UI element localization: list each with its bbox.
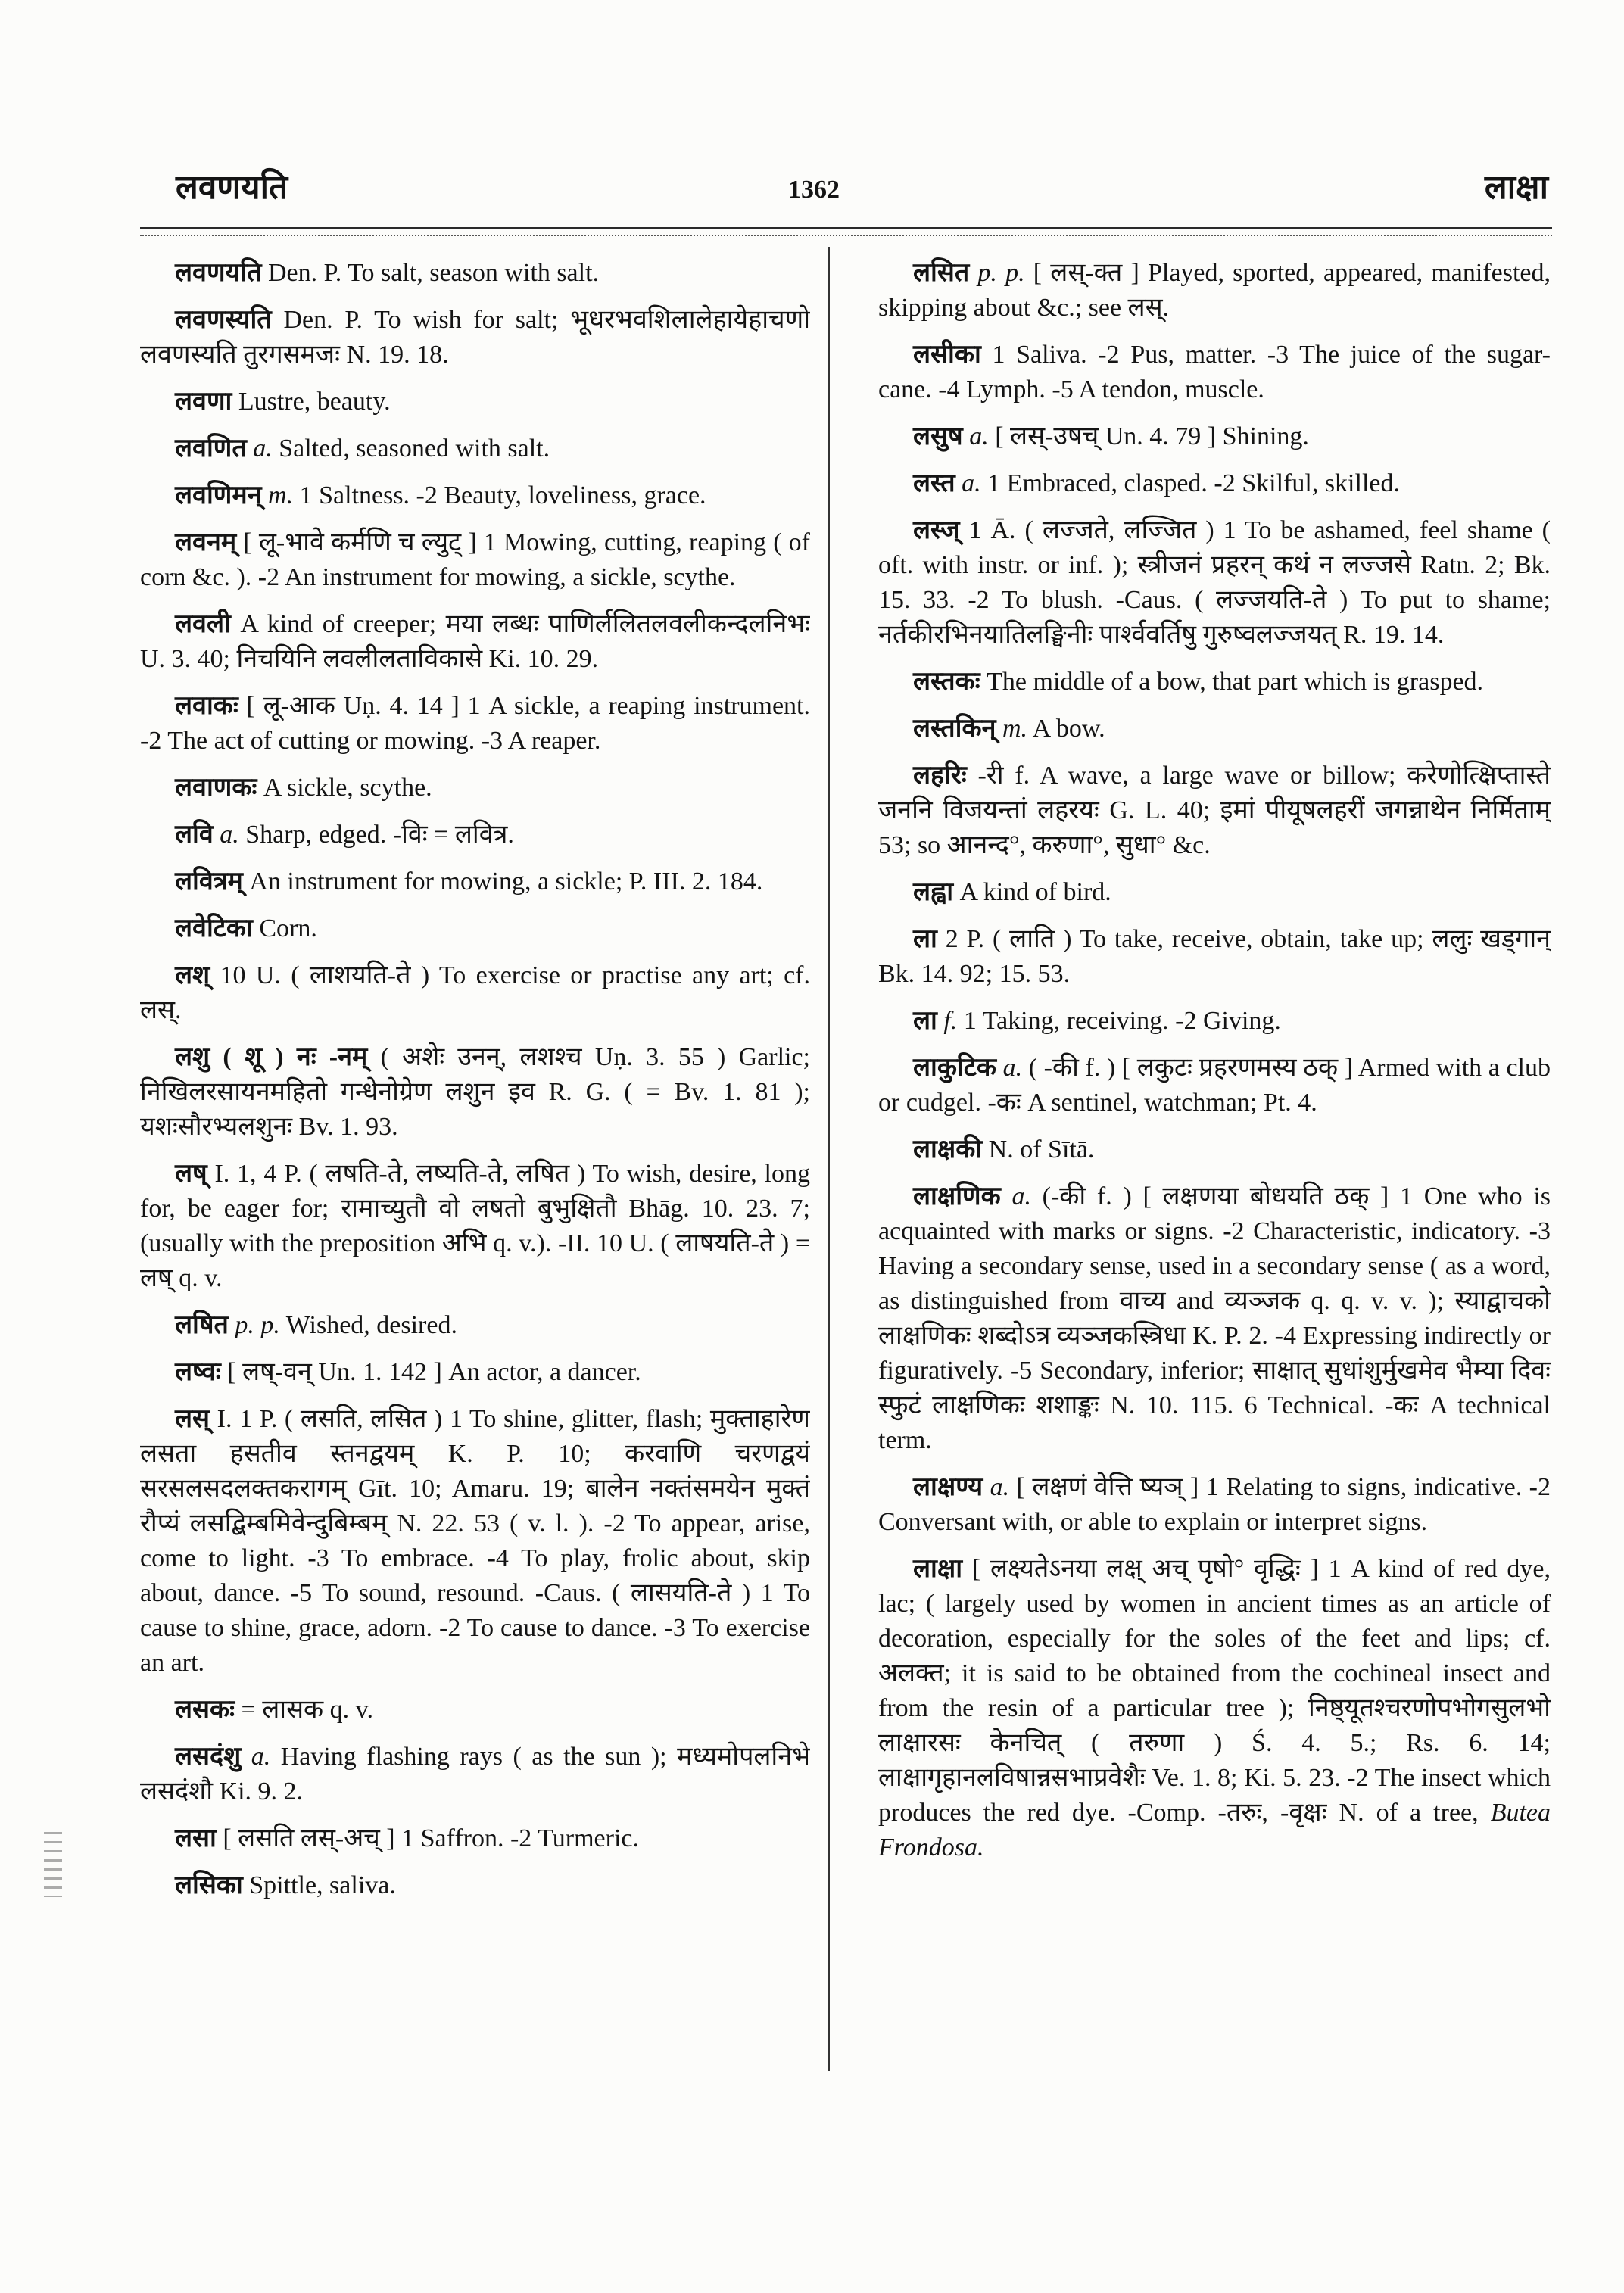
definition: [ लू-आक Uṇ. 4. 14 ] 1 A sickle, a reaping instrument. -2 The act of cutting or mowing. -3 A reaper. xyxy=(140,692,810,755)
grammar-tag: a. xyxy=(220,821,239,849)
grammar-tag: a. xyxy=(990,1473,1010,1501)
headword: लवेटिका xyxy=(175,914,253,942)
right-guide-word: लाक्षा xyxy=(1484,169,1548,206)
definition: I. 1, 4 P. ( लषति-ते, लष्यति-ते, लषित ) To wish, desire, long for, be eager for; रामाच्युतौ वो लषतो बुभुक्षितौ Bhāg. 10. 23. 7;(usually with the preposition अभि q. v.). -II. 10 U. ( लाषयति-ते ) = लष् q. v. xyxy=(140,1160,810,1292)
headword: लाक्षा xyxy=(913,1555,963,1583)
headword: लाक्षण्य xyxy=(913,1473,983,1501)
headword: लष् xyxy=(175,1160,207,1188)
headword: लशु ( शू ) नः -नम् xyxy=(175,1043,368,1071)
dictionary-entry xyxy=(140,431,810,466)
dictionary-entry xyxy=(878,1004,1551,1039)
dictionary-entry xyxy=(140,303,810,372)
definition: Sharp, edged. -विः = लवित्र. xyxy=(245,821,514,849)
dictionary-entry xyxy=(140,818,810,852)
headword: लवाकः xyxy=(175,692,238,720)
definition: The middle of a bow, that part which is grasped. xyxy=(987,668,1484,696)
definition: Having flashing rays ( as the sun ); मध्यमोपलनिभे लसदंशौ Ki. 9. 2. xyxy=(140,1743,810,1805)
left-column xyxy=(140,256,810,2251)
headword: लष्वः xyxy=(175,1358,221,1386)
headword: लस्ज् xyxy=(913,516,960,544)
headword: लवली xyxy=(175,610,231,638)
headword: लह्वा xyxy=(913,878,954,906)
headword: लसा xyxy=(175,1824,217,1852)
definition: N. of Sītā. xyxy=(988,1136,1095,1164)
definition: 1 Ā. ( लज्जते, लज्जित ) 1 To be ashamed, feel shame ( oft. with instr. or inf. ); स्त्रीजनं प्रहरन् कथं न लज्जसे Ratn. 2; Bk. 15. 33. -2 To blush. -Caus. ( लज्जयति-ते ) To put to shame; नर्तकीरभिनयातिलङ्घिनीः पार्श्ववर्तिषु गुरुष्वलज्जयत् R. 19. 14. xyxy=(878,516,1551,649)
right-column xyxy=(878,256,1551,2251)
dictionary-entry xyxy=(140,865,810,899)
definition: 1 Embraced, clasped. -2 Skilful, skilled. xyxy=(987,469,1400,497)
definition: A sickle, scythe. xyxy=(263,774,432,802)
grammar-tag: f. xyxy=(943,1007,958,1035)
headword: लषित xyxy=(175,1311,229,1339)
dictionary-entry xyxy=(140,607,810,677)
dictionary-entry xyxy=(140,1355,810,1390)
dictionary-entry xyxy=(140,1821,810,1856)
definition: Den. P. To salt, season with salt. xyxy=(267,259,600,287)
dictionary-entry xyxy=(140,256,810,291)
definition: 1 Taking, receiving. -2 Giving. xyxy=(963,1007,1281,1035)
headword: लस् xyxy=(175,1405,210,1433)
headword: लहरिः xyxy=(913,762,967,790)
definition: Salted, seasoned with salt. xyxy=(279,435,550,463)
dictionary-entry xyxy=(140,385,810,419)
definition: A kind of bird. xyxy=(959,878,1111,906)
definition: 1 Saliva. -2 Pus, matter. -3 The juice of the sugar-cane. -4 Lymph. -5 A tendon, muscle. xyxy=(878,341,1551,403)
definition: [ लस्-क्त ] Played, sported, appeared, manifested, skipping about &c.; see लस्. xyxy=(878,259,1551,322)
dictionary-entry xyxy=(878,712,1551,746)
headword: लवणिमन् xyxy=(175,481,262,509)
headword: लसकः xyxy=(175,1696,235,1724)
grammar-tag: a. xyxy=(1011,1182,1031,1210)
botanical-name: Butea Frondosa. xyxy=(878,1799,1551,1862)
headword: लस्त xyxy=(913,469,955,497)
dictionary-entry xyxy=(878,1132,1551,1167)
definition: [ लस्-उषच् Un. 4. 79 ] Shining. xyxy=(995,422,1309,450)
dictionary-entry xyxy=(140,1868,810,1903)
headword: ला xyxy=(913,925,937,953)
headword: लवणित xyxy=(175,435,247,463)
headword: लसदंशु xyxy=(175,1743,242,1771)
headword: लवित्रम् xyxy=(175,868,243,896)
column-divider xyxy=(828,247,830,2071)
definition: ( अशेः उनन्, लशश्च Uṇ. 3. 55 ) Garlic; निखिलरसायनमहितो गन्धेनोग्रेण लशुन इव R. G. ( = Bv. 1. 81 ); यशःसौरभ्यलशुनः Bv. 1. 93. xyxy=(140,1043,810,1141)
definition: (-की f. ) [ लक्षणया बोधयति ठक् ] 1 One who is acquainted with marks or signs. -2 Characteristic, indicatory. -3 Having a secondary sense, used in a secondary sense ( as a word, as distinguished from वाच्य and व्यञ्जक q. q. v. v. ); स्याद्वाचको लाक्षणिकः शब्दोऽत्र व्यञ्जकस्त्रिधा K. P. 2. -4 Expressing indirectly or figuratively. -5 Secondary, inferior; साक्षात् सुधांशुर्मुखमेव भैम्या दिवः स्फुटं लाक्षणिकः शशाङ्कः N. 10. 115. 6 Technical. -कः A technical term. xyxy=(878,1182,1551,1454)
dictionary-entry xyxy=(140,1740,810,1809)
headword: लाकुटिक xyxy=(913,1054,997,1082)
dictionary-entry xyxy=(878,665,1551,699)
dictionary-entry xyxy=(878,513,1551,653)
definition: [ लक्ष्यतेऽनया लक्ष् अच् पृषो° वृद्धिः ] 1 A kind of red dye, lac; ( largely used by women in ancient times as an article of decoration, especially for the soles of the feet and lips; cf. अलक्त; it is said to be obtained from the cochineal insect and from the resin of a particular tree ); निष्ठ्यूतश्चरणोपभोगसुलभो लाक्षारसः केनचित् ( तरुणा ) Ś. 4. 5.; Rs. 6. 14; लाक्षागृहानलविषान्नसभाप्रवेशैः Ve. 1. 8; Ki. 5. 23. -2 The insect which produces the red dye. -Comp. -तरुः, -वृक्षः N. of a tree, xyxy=(878,1555,1551,1827)
definition: A bow. xyxy=(1032,715,1105,743)
headword: लसीका xyxy=(913,341,981,369)
dictionary-entry xyxy=(140,1308,810,1343)
dictionary-entry xyxy=(878,466,1551,501)
grammar-tag: p. p. xyxy=(977,259,1025,287)
headword: लवणयति xyxy=(175,259,262,287)
definition: An instrument for mowing, a sickle; P. III. 2. 184. xyxy=(249,868,763,896)
scan-margin-mark xyxy=(44,1832,62,1897)
dictionary-entry xyxy=(878,1552,1551,1865)
dictionary-entry xyxy=(140,1402,810,1681)
definition: Wished, desired. xyxy=(285,1311,457,1339)
definition: 10 U. ( लाशयति-ते ) To exercise or practise any art; cf. लस्. xyxy=(140,961,810,1024)
headword: लस्तकिन् xyxy=(913,715,996,743)
headword: लसित xyxy=(913,259,970,287)
definition: -री f. A wave, a large wave or billow; करेणोत्क्षिप्तास्ते जननि विजयन्तां लहरयः G. L. 40; इमां पीयूषलहरीं जगन्नाथेन निर्मिताम् 53; so आनन्द°, करुणा°, सुधा° &c. xyxy=(878,762,1551,859)
header-rule xyxy=(140,227,1552,229)
dictionary-entry xyxy=(140,478,810,513)
definition: A kind of creeper; मया लब्धः पाणिर्ललितलवलीकन्दलनिभः U. 3. 40; निचयिनि लवलीलताविकासे Ki. 10. 29. xyxy=(140,610,810,673)
headword: लसिका xyxy=(175,1871,243,1899)
grammar-tag: a. xyxy=(962,469,981,497)
dictionary-entry xyxy=(878,1470,1551,1540)
dictionary-entry xyxy=(878,419,1551,454)
headword: लस्तकः xyxy=(913,668,980,696)
headword: लवणस्यति xyxy=(175,306,272,334)
page-number: 1362 xyxy=(788,176,840,204)
definition: Den. P. To wish for salt; भूधरभवशिलालेहायेहाचणो लवणस्यति तुरगसमजः N. 19. 18. xyxy=(140,306,810,369)
dictionary-entry xyxy=(878,256,1551,326)
headword: लश् xyxy=(175,961,210,989)
dictionary-entry xyxy=(878,759,1551,863)
dictionary-entry xyxy=(140,911,810,946)
dictionary-entry xyxy=(878,922,1551,992)
definition: ( -की f. ) [ लकुटः प्रहरणमस्य ठक् ] Armed with a club or cudgel. -कः A sentinel, watchman; Pt. 4. xyxy=(878,1054,1551,1117)
headword: ला xyxy=(913,1007,937,1035)
dictionary-entry xyxy=(140,1040,810,1145)
dictionary-entry xyxy=(878,1051,1551,1120)
definition: 1 Saltness. -2 Beauty, loveliness, grace. xyxy=(299,481,706,509)
grammar-tag: a. xyxy=(251,1743,271,1771)
grammar-tag: m. xyxy=(268,481,294,509)
grammar-tag: m. xyxy=(1002,715,1028,743)
definition: Lustre, beauty. xyxy=(238,388,391,416)
headword: लाक्षणिक xyxy=(913,1182,1001,1210)
headword: लवि xyxy=(175,821,214,849)
grammar-tag: a. xyxy=(969,422,989,450)
dictionary-entry xyxy=(140,689,810,759)
dictionary-entry xyxy=(878,1179,1551,1458)
headword: लवाणकः xyxy=(175,774,257,802)
dictionary-entry xyxy=(878,338,1551,407)
grammar-tag: p. p. xyxy=(235,1311,280,1339)
headword: लसुष xyxy=(913,422,963,450)
definition: I. 1 P. ( लसति, लसित ) 1 To shine, glitter, flash; मुक्ताहारेण लसता हसतीव स्तनद्वयम् K. P. 10; करवाणि चरणद्वयं सरसलसदलक्तकरागम् Gīt. 10; Amaru. 19; बालेन नक्तंसमयेन मुक्तं रौप्यं लसद्बिम्बमिवेन्दुबिम्बम् N. 22. 53 ( v. l. ). -2 To appear, arise, come to light. -3 To embrace. -4 To play, frolic about, skip about, dance. -5 To sound, resound. -Caus. ( लासयति-ते ) 1 To cause to shine, grace, adorn. -2 To cause to dance. -3 To exercise an art. xyxy=(140,1405,810,1677)
grammar-tag: a. xyxy=(253,435,273,463)
definition: [ लक्षणं वेत्ति ष्यञ् ] 1 Relating to signs, indicative. -2 Conversant with, or able to explain or interpret signs. xyxy=(878,1473,1551,1536)
headword: लाक्षकी xyxy=(913,1136,983,1164)
headword: लवणा xyxy=(175,388,232,416)
dictionary-entry xyxy=(140,1693,810,1728)
grammar-tag: a. xyxy=(1002,1054,1023,1082)
dictionary-entry xyxy=(140,958,810,1028)
dictionary-entry xyxy=(140,1157,810,1296)
dictionary-entry xyxy=(140,525,810,595)
definition: Spittle, saliva. xyxy=(249,1871,396,1899)
definition: = लासक q. v. xyxy=(241,1696,373,1724)
definition: 2 P. ( लाति ) To take, receive, obtain, take up; ललुः खड्गान् Bk. 14. 92; 15. 53. xyxy=(878,925,1551,988)
definition: Corn. xyxy=(259,914,317,942)
dictionary-entry xyxy=(140,771,810,805)
definition: [ लू-भावे कर्मणि च ल्युट् ] 1 Mowing, cutting, reaping ( of corn &c. ). -2 An instrument for mowing, a sickle, scythe. xyxy=(140,528,810,591)
definition: [ लष्-वन् Un. 1. 142 ] An actor, a dancer. xyxy=(227,1358,641,1386)
header-dotted-rule xyxy=(140,235,1552,236)
left-guide-word: लवणयति xyxy=(176,169,288,206)
headword: लवनम् xyxy=(175,528,237,556)
dictionary-entry xyxy=(878,875,1551,910)
definition: [ लसति लस्-अच् ] 1 Saffron. -2 Turmeric. xyxy=(223,1824,639,1852)
